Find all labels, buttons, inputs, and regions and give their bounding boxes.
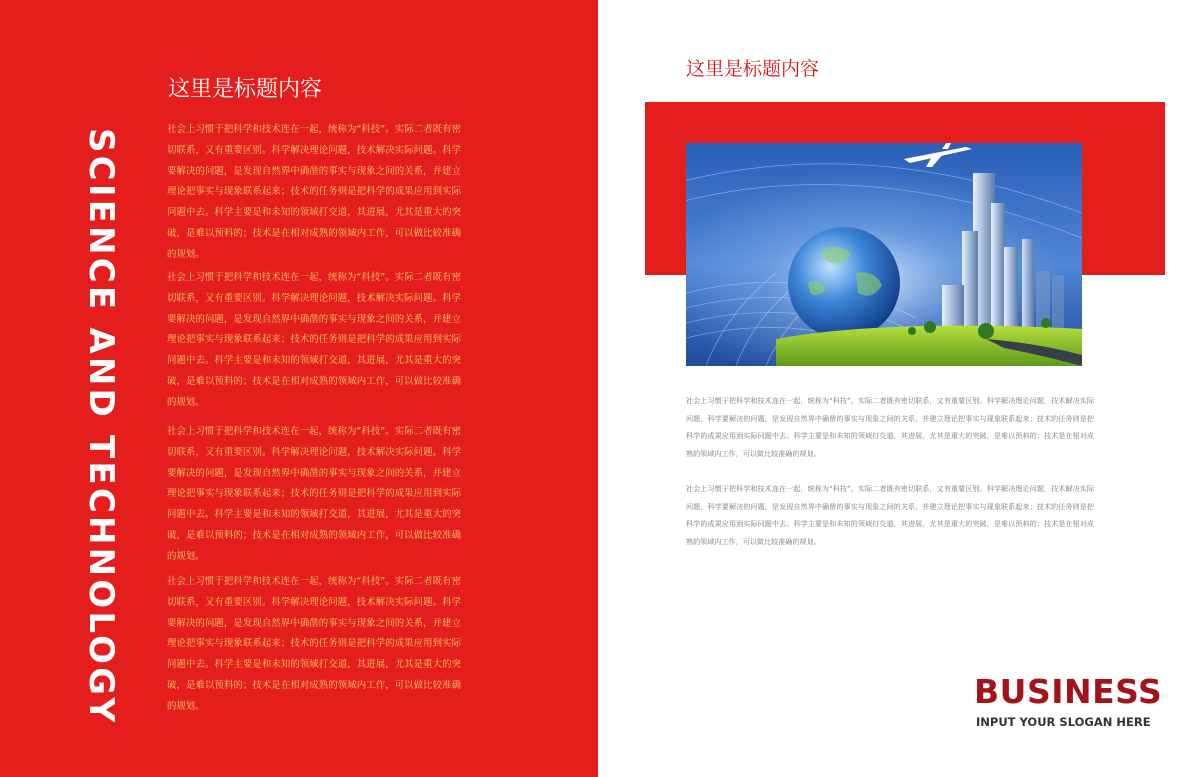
right-heading: 这里是标题内容 — [686, 58, 820, 80]
right-paragraph: 社会上习惯于把科学和技术连在一起，统称为“科技”。实际二者既有密切联系，又有重要区别。科学解决理论问题，技术解决实际问题。科学要解决的问题，是发现自然界中确凿的事实与现象之间的关系，并建立理论把事实与现象联系起来；技术的任务则是把科学的成果应用到实际问题中去。科学主要是和未知的领域打交道，其进展，尤其是重大的突破，是难以预料的；技术是在相对成熟的领域内工作，可以做比较准确的规划。 — [686, 396, 1094, 458]
slogan: INPUT YOUR SLOGAN HERE — [976, 715, 1151, 729]
left-page — [0, 0, 598, 777]
vertical-title-box — [78, 128, 124, 726]
left-heading: 这里是标题内容 — [168, 77, 323, 102]
left-paragraph: 社会上习惯于把科学和技术连在一起，统称为“科技”。实际二者既有密切联系，又有重要区别。科学解决理论问题，技术解决实际问题。科学要解决的问题，是发现自然界中确凿的事实与现象之间的关系，并建立理论把事实与现象联系起来；技术的任务则是把科学的成果应用到实际问题中去。科学主要是和未知的领域打交道，其进展，尤其是重大的突破，是难以预料的；技术是在相对成熟的领域内工作，可以做比较准确的规划。 — [167, 426, 461, 562]
right-paragraph: 社会上习惯于把科学和技术连在一起，统称为“科技”。实际二者既有密切联系，又有重要区别。科学解决理论问题，技术解决实际问题。科学要解决的问题，是发现自然界中确凿的事实与现象之间的关系，并建立理论把事实与现象联系起来；技术的任务则是把科学的成果应用到实际问题中去。科学主要是和未知的领域打交道，其进展，尤其是重大的突破，是难以预料的；技术是在相对成熟的领域内工作，可以做比较准确的规划。 — [686, 484, 1094, 546]
globe — [788, 227, 900, 339]
left-paragraph: 社会上习惯于把科学和技术连在一起，统称为“科技”。实际二者既有密切联系，又有重要区别。科学解决理论问题，技术解决实际问题。科学要解决的问题，是发现自然界中确凿的事实与现象之间的关系，并建立理论把事实与现象联系起来；技术的任务则是把科学的成果应用到实际问题中去。科学主要是和未知的领域打交道，其进展，尤其是重大的突破，是难以预料的；技术是在相对成熟的领域内工作，可以做比较准确的规划。 — [167, 272, 461, 408]
vertical-title: SCIENCE AND TECHNOLOGY — [81, 128, 121, 726]
left-paragraph: 社会上习惯于把科学和技术连在一起，统称为“科技”。实际二者既有密切联系，又有重要区别。科学解决理论问题，技术解决实际问题。科学要解决的问题，是发现自然界中确凿的事实与现象之间的关系，并建立理论把事实与现象联系起来；技术的任务则是把科学的成果应用到实际问题中去。科学主要是和未知的领域打交道，其进展，尤其是重大的突破，是难以预料的；技术是在相对成熟的领域内工作，可以做比较准确的规划。 — [167, 576, 461, 712]
globe-city-image — [686, 143, 1082, 366]
left-paragraph: 社会上习惯于把科学和技术连在一起，统称为“科技”。实际二者既有密切联系，又有重要区别。科学解决理论问题，技术解决实际问题。科学要解决的问题，是发现自然界中确凿的事实与现象之间的关系，并建立理论把事实与现象联系起来；技术的任务则是把科学的成果应用到实际问题中去。科学主要是和未知的领域打交道，其进展，尤其是重大的突破，是难以预料的；技术是在相对成熟的领域内工作，可以做比较准确的规划。 — [167, 124, 461, 260]
brand-title: BUSINESS — [974, 672, 1163, 711]
